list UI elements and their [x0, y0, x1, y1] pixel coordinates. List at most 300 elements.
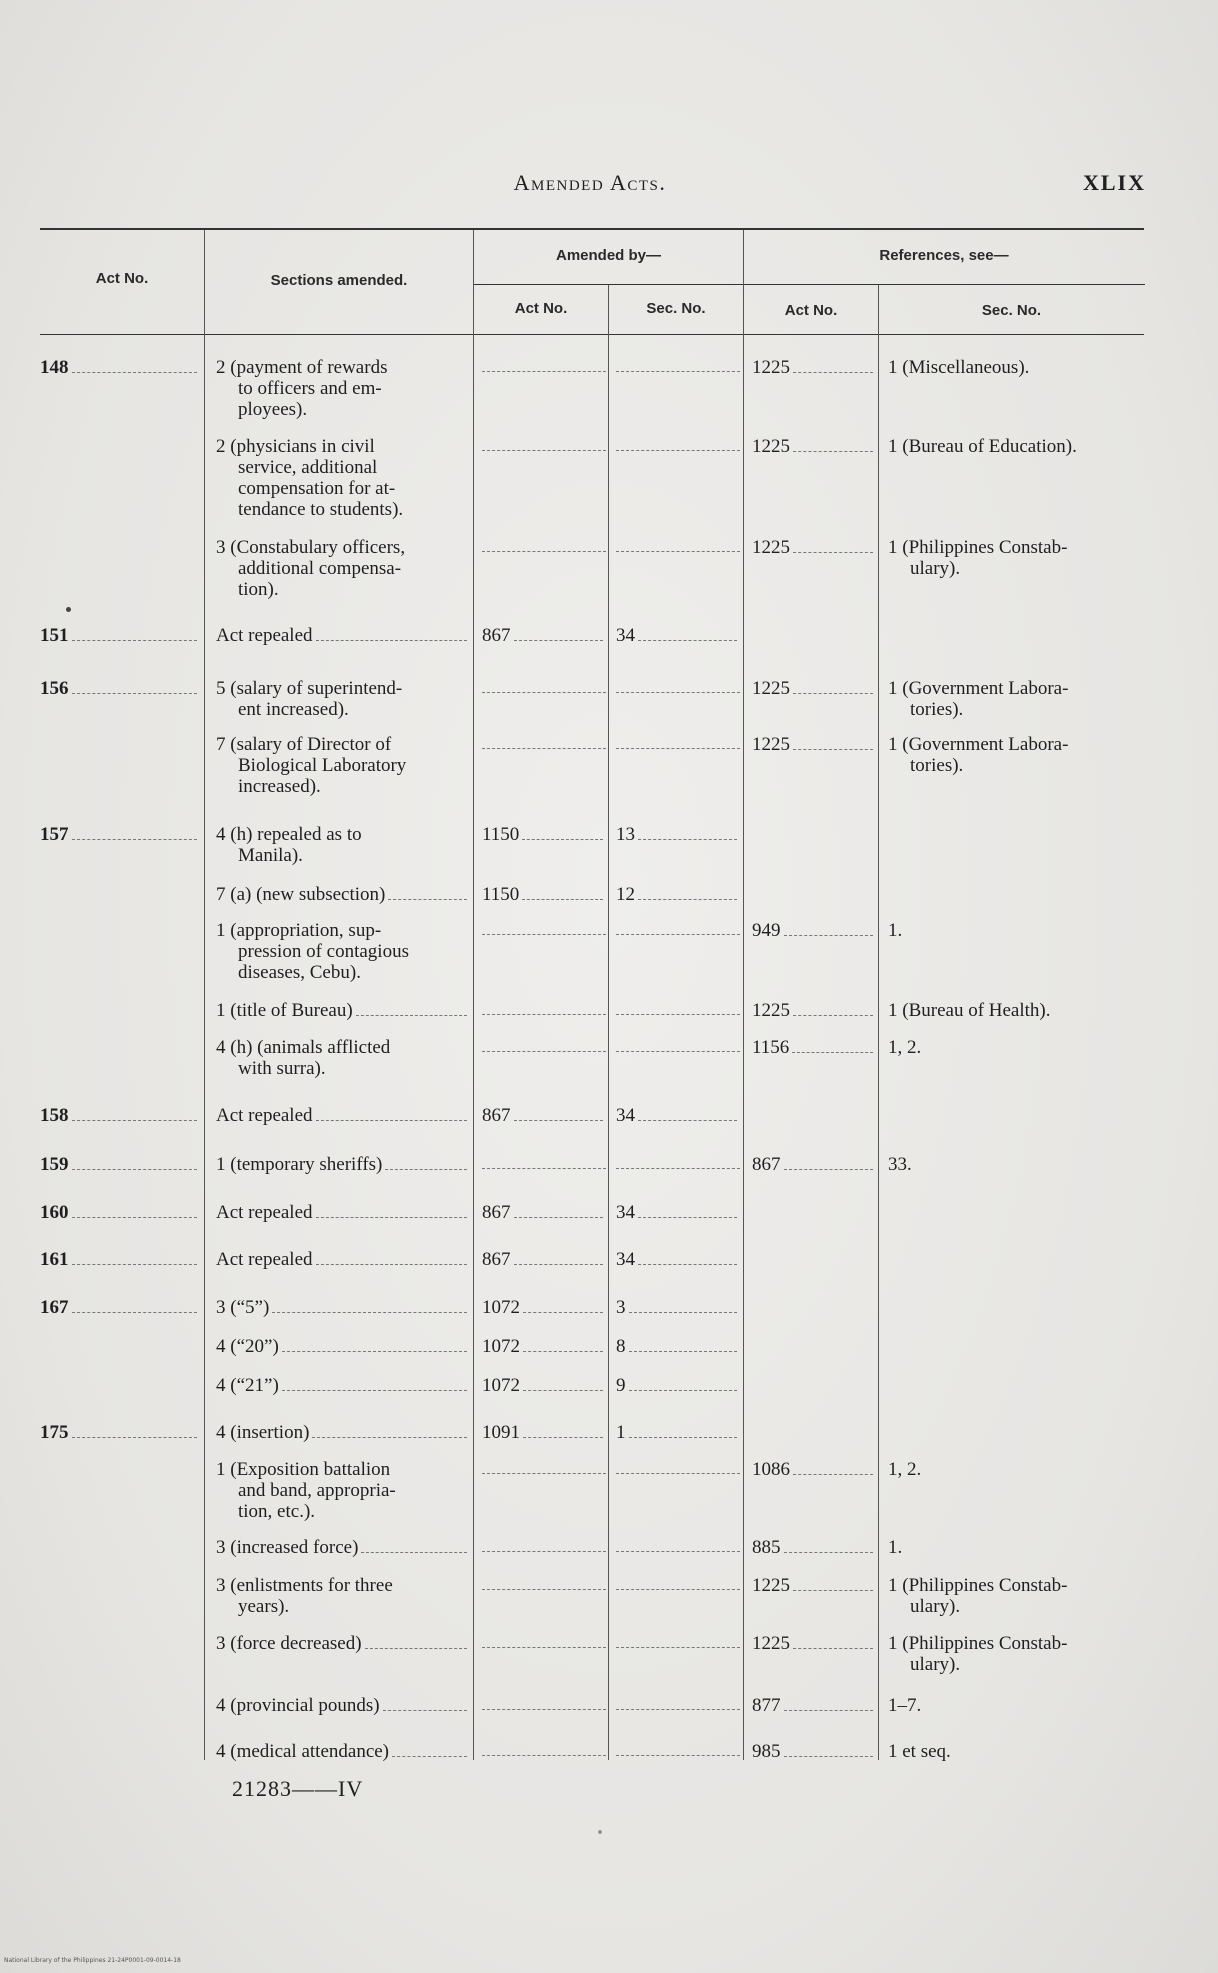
- amended-by-act-text: 1150: [482, 824, 520, 845]
- section-amended-text: 4 (insertion): [216, 1422, 310, 1443]
- leader-dots: [638, 640, 737, 641]
- amended-by-act: [482, 824, 606, 845]
- reference-act-text: 985: [752, 1741, 781, 1762]
- leader-dots: [629, 1351, 738, 1352]
- reference-act-text: 1156: [752, 1037, 790, 1058]
- amended-by-sec-blank: [616, 1000, 740, 1015]
- section-amended-line: pression of contagious: [238, 941, 409, 962]
- section-amended: [216, 884, 470, 905]
- header-amended-act-no: Act No.: [514, 300, 568, 317]
- leader-dots: [793, 1015, 873, 1016]
- leader-dots: [793, 552, 873, 553]
- leader-dots: [523, 1437, 603, 1438]
- section-amended-text: Act repealed: [216, 1105, 313, 1126]
- amended-by-act: [482, 1336, 606, 1357]
- header-bottom-rule: [40, 334, 1144, 335]
- act-number: [40, 357, 200, 378]
- amended-by-act: [482, 1297, 606, 1318]
- reference-act: [752, 1741, 876, 1762]
- leader-dots: [523, 1312, 603, 1313]
- act-number-text: 161: [40, 1249, 69, 1270]
- reference-act: [752, 1695, 876, 1716]
- act-number: [40, 1422, 200, 1443]
- reference-sec: [888, 1695, 1150, 1716]
- reference-act: [752, 1037, 876, 1058]
- leader-dots: [356, 1015, 467, 1016]
- section-amended: [216, 1459, 470, 1522]
- header-references-sec-no: Sec. No.: [981, 302, 1042, 319]
- act-number-text: 151: [40, 625, 69, 646]
- reference-sec-line: 1 (Miscellaneous).: [888, 357, 1030, 378]
- reference-sec: [888, 1633, 1150, 1675]
- act-number-text: 159: [40, 1154, 69, 1175]
- leader-dots: [784, 1756, 874, 1757]
- section-amended: [216, 1633, 470, 1654]
- reference-sec: [888, 678, 1150, 720]
- reference-act-text: 867: [752, 1154, 781, 1175]
- section-amended-line: tion).: [238, 579, 279, 600]
- reference-sec-line: 33.: [888, 1154, 912, 1175]
- amended-by-act-blank: [482, 1633, 606, 1648]
- amended-by-act-blank: [482, 1741, 606, 1756]
- reference-act-text: 877: [752, 1695, 781, 1716]
- amended-by-sec: [616, 1422, 740, 1443]
- amended-by-sec-blank: [616, 1459, 740, 1474]
- reference-act-text: 1225: [752, 357, 790, 378]
- amended-by-act: [482, 1202, 606, 1223]
- section-amended-line: 1 (appropriation, sup-: [216, 920, 382, 941]
- act-number: [40, 1249, 200, 1270]
- amended-by-sec-blank: [616, 920, 740, 935]
- act-number: [40, 678, 200, 699]
- leader-dots: [793, 451, 873, 452]
- amended-by-act-blank: [482, 1154, 606, 1169]
- act-number: [40, 1105, 200, 1126]
- amended-by-act-text: 1091: [482, 1422, 520, 1443]
- amended-by-act-blank: [482, 1575, 606, 1590]
- section-amended-line: tion, etc.).: [238, 1501, 316, 1522]
- section-amended-line: 3 (enlistments for three: [216, 1575, 393, 1596]
- leader-dots: [312, 1437, 467, 1438]
- leader-dots: [793, 749, 873, 750]
- section-amended-line: 4 (h) (animals afflicted: [216, 1037, 391, 1058]
- leader-dots: [784, 935, 874, 936]
- leader-dots: [316, 640, 467, 641]
- section-amended: [216, 1249, 470, 1270]
- section-amended-line: 7 (salary of Director of: [216, 734, 392, 755]
- amended-by-sec-blank: [616, 1695, 740, 1710]
- act-number-text: 156: [40, 678, 69, 699]
- reference-sec: [888, 1459, 1150, 1480]
- section-amended: [216, 678, 470, 720]
- leader-dots: [514, 640, 604, 641]
- section-amended-line: 2 (payment of rewards: [216, 357, 388, 378]
- section-amended: [216, 1336, 470, 1357]
- header-references: References, see—: [879, 247, 1009, 264]
- amended-by-sec: [616, 1202, 740, 1223]
- reference-sec-line: 1 (Philippines Constab-: [888, 1575, 1068, 1596]
- amended-by-act-blank: [482, 1537, 606, 1552]
- amended-by-act-blank: [482, 1459, 606, 1474]
- amended-by-act-blank: [482, 734, 606, 749]
- reference-act-text: 1225: [752, 436, 790, 457]
- amended-by-sec-blank: [616, 678, 740, 693]
- section-amended-line: 1 (Exposition battalion: [216, 1459, 391, 1480]
- leader-dots: [361, 1552, 467, 1553]
- section-amended-line: to officers and em-: [238, 378, 382, 399]
- amended-by-act-blank: [482, 678, 606, 693]
- amended-by-act-text: 867: [482, 625, 511, 646]
- reference-sec-line: 1.: [888, 920, 903, 941]
- reference-sec-line: ulary).: [910, 1596, 961, 1617]
- section-amended: [216, 1037, 470, 1079]
- section-amended-text: 4 (provincial pounds): [216, 1695, 380, 1716]
- section-amended-text: 3 (force decreased): [216, 1633, 362, 1654]
- reference-act: [752, 1000, 876, 1021]
- section-amended: [216, 1575, 470, 1617]
- amended-by-act-text: 1072: [482, 1336, 520, 1357]
- section-amended-line: service, additional: [238, 457, 378, 478]
- leader-dots: [522, 899, 603, 900]
- reference-sec-line: tories).: [910, 755, 964, 776]
- reference-sec: [888, 1537, 1150, 1558]
- section-amended-line: ent increased).: [238, 699, 349, 720]
- section-amended-text: 4 (medical attendance): [216, 1741, 390, 1762]
- reference-sec-line: 1 (Bureau of Education).: [888, 436, 1077, 457]
- act-number: [40, 1297, 200, 1318]
- reference-sec: [888, 1000, 1150, 1021]
- leader-dots: [629, 1437, 738, 1438]
- act-number: [40, 824, 200, 845]
- reference-act: [752, 537, 876, 558]
- reference-act: [752, 920, 876, 941]
- section-amended: [216, 357, 470, 420]
- section-amended-line: with surra).: [238, 1058, 326, 1079]
- leader-dots: [72, 1120, 198, 1121]
- reference-act: [752, 1575, 876, 1596]
- ink-speck: [598, 1830, 602, 1834]
- act-number-text: 175: [40, 1422, 69, 1443]
- leader-dots: [72, 1169, 198, 1170]
- amended-by-act-blank: [482, 537, 606, 552]
- section-amended-text: 4 (“20”): [216, 1336, 279, 1357]
- leader-dots: [784, 1710, 874, 1711]
- table-top-rule: [40, 228, 1144, 230]
- leader-dots: [514, 1217, 604, 1218]
- section-amended-text: 1 (title of Bureau): [216, 1000, 353, 1021]
- section-amended: [216, 1741, 470, 1762]
- amended-by-sec-text: 8: [616, 1336, 626, 1357]
- amended-by-sec-text: 12: [616, 884, 635, 905]
- act-number: [40, 1154, 200, 1175]
- section-amended-text: 3 (increased force): [216, 1537, 359, 1558]
- amended-by-sec: [616, 625, 740, 646]
- leader-dots: [638, 1217, 737, 1218]
- amended-by-act-blank: [482, 357, 606, 372]
- leader-dots: [784, 1552, 874, 1553]
- leader-dots: [72, 839, 198, 840]
- leader-dots: [72, 1217, 198, 1218]
- amended-by-sec: [616, 824, 740, 845]
- section-amended-line: 3 (Constabulary officers,: [216, 537, 406, 558]
- act-number-text: 160: [40, 1202, 69, 1223]
- amended-by-sec-text: 1: [616, 1422, 626, 1443]
- running-head: [0, 170, 1218, 200]
- section-amended-line: diseases, Cebu).: [238, 962, 361, 983]
- leader-dots: [72, 1312, 198, 1313]
- amended-by-act-text: 867: [482, 1202, 511, 1223]
- reference-sec-line: 1–7.: [888, 1695, 922, 1716]
- col-divider-2: [473, 230, 474, 1760]
- reference-act-text: 949: [752, 920, 781, 941]
- section-amended: [216, 537, 470, 600]
- leader-dots: [638, 1120, 737, 1121]
- section-amended-line: ployees).: [238, 399, 308, 420]
- reference-sec: [888, 920, 1150, 941]
- section-amended: [216, 1297, 470, 1318]
- amended-by-sec: [616, 1297, 740, 1318]
- leader-dots: [365, 1648, 467, 1649]
- reference-act-text: 1225: [752, 1633, 790, 1654]
- reference-sec: [888, 734, 1150, 776]
- act-number-text: 158: [40, 1105, 69, 1126]
- amended-by-act-text: 1072: [482, 1375, 520, 1396]
- header-sections-amended: Sections amended.: [270, 272, 408, 289]
- reference-sec: [888, 1154, 1150, 1175]
- leader-dots: [793, 372, 873, 373]
- amended-by-sec-blank: [616, 1633, 740, 1648]
- amended-by-sec-blank: [616, 1575, 740, 1590]
- reference-sec: [888, 537, 1150, 579]
- reference-sec: [888, 1741, 1150, 1762]
- leader-dots: [638, 899, 737, 900]
- header-amended-sec-no: Sec. No.: [646, 300, 706, 317]
- leader-dots: [793, 1474, 873, 1475]
- amended-by-sec-blank: [616, 1741, 740, 1756]
- page-number: XLIX: [1082, 170, 1146, 195]
- header-amended-by: Amended by—: [555, 247, 661, 264]
- leader-dots: [392, 1756, 467, 1757]
- amended-by-sec-blank: [616, 1154, 740, 1169]
- section-amended-text: 1 (temporary sheriffs): [216, 1154, 383, 1175]
- leader-dots: [523, 1390, 603, 1391]
- amended-by-act: [482, 1249, 606, 1270]
- leader-dots: [316, 1120, 467, 1121]
- reference-sec-line: tories).: [910, 699, 964, 720]
- section-amended-text: 4 (“21”): [216, 1375, 279, 1396]
- amended-by-act-blank: [482, 1037, 606, 1052]
- leader-dots: [72, 1437, 198, 1438]
- reference-act-text: 1225: [752, 1000, 790, 1021]
- leader-dots: [522, 839, 603, 840]
- reference-sec-line: 1 (Bureau of Health).: [888, 1000, 1051, 1021]
- header-act-no: Act No.: [95, 270, 149, 287]
- amended-by-act-blank: [482, 1000, 606, 1015]
- reference-sec-line: ulary).: [910, 1654, 961, 1675]
- leader-dots: [383, 1710, 467, 1711]
- reference-act-text: 1086: [752, 1459, 790, 1480]
- leader-dots: [514, 1264, 604, 1265]
- amended-by-sec: [616, 1336, 740, 1357]
- reference-sec-line: 1 (Government Labora-: [888, 734, 1069, 755]
- leader-dots: [793, 1648, 873, 1649]
- section-amended-text: 7 (a) (new subsection): [216, 884, 386, 905]
- leader-dots: [272, 1312, 467, 1313]
- leader-dots: [282, 1351, 467, 1352]
- reference-sec-line: 1, 2.: [888, 1459, 922, 1480]
- amended-by-sec-text: 34: [616, 1202, 635, 1223]
- leader-dots: [72, 640, 198, 641]
- section-amended-line: 5 (salary of superintend-: [216, 678, 403, 699]
- amended-by-sec-text: 34: [616, 625, 635, 646]
- section-amended: [216, 436, 470, 520]
- leader-dots: [316, 1264, 467, 1265]
- leader-dots: [792, 1052, 873, 1053]
- act-number: [40, 1202, 200, 1223]
- reference-act-text: 1225: [752, 678, 790, 699]
- section-amended: [216, 734, 470, 797]
- section-amended: [216, 1202, 470, 1223]
- leader-dots: [629, 1390, 738, 1391]
- header-rule-amended: [473, 284, 1145, 285]
- section-amended-text: 3 (“5”): [216, 1297, 270, 1318]
- amended-by-sec-text: 34: [616, 1249, 635, 1270]
- leader-dots: [514, 1120, 604, 1121]
- reference-sec: [888, 1037, 1150, 1058]
- amended-by-act: [482, 1105, 606, 1126]
- section-amended-line: compensation for at-: [238, 478, 396, 499]
- section-amended-line: Biological Laboratory: [238, 755, 407, 776]
- leader-dots: [385, 1169, 467, 1170]
- amended-by-sec-blank: [616, 537, 740, 552]
- reference-sec-line: 1.: [888, 1537, 903, 1558]
- amended-by-act-text: 1150: [482, 884, 520, 905]
- reference-act-text: 1225: [752, 1575, 790, 1596]
- act-number-text: 167: [40, 1297, 69, 1318]
- reference-act-text: 1225: [752, 734, 790, 755]
- section-amended-text: Act repealed: [216, 1249, 313, 1270]
- amended-by-act-text: 867: [482, 1105, 511, 1126]
- reference-act: [752, 357, 876, 378]
- leader-dots: [638, 839, 737, 840]
- section-amended-text: Act repealed: [216, 625, 313, 646]
- amended-by-sec-text: 3: [616, 1297, 626, 1318]
- amended-by-act: [482, 1375, 606, 1396]
- amended-by-sec: [616, 1105, 740, 1126]
- reference-sec-line: 1 (Philippines Constab-: [888, 537, 1068, 558]
- amended-by-sec-blank: [616, 436, 740, 451]
- leader-dots: [523, 1351, 603, 1352]
- section-amended-line: 4 (h) repealed as to: [216, 824, 362, 845]
- reference-act: [752, 1154, 876, 1175]
- section-amended-line: Manila).: [238, 845, 303, 866]
- reference-act: [752, 734, 876, 755]
- reference-act: [752, 1633, 876, 1654]
- leader-dots: [793, 693, 873, 694]
- amended-by-sec-text: 9: [616, 1375, 626, 1396]
- amended-by-act-blank: [482, 436, 606, 451]
- printer-signature: 21283——IV: [232, 1776, 364, 1801]
- section-amended: [216, 1695, 470, 1716]
- amended-by-act: [482, 1422, 606, 1443]
- amended-by-sec-blank: [616, 734, 740, 749]
- leader-dots: [72, 1264, 198, 1265]
- amended-by-act-text: 1072: [482, 1297, 520, 1318]
- reference-act-text: 1225: [752, 537, 790, 558]
- section-amended-text: Act repealed: [216, 1202, 313, 1223]
- section-amended-line: additional compensa-: [238, 558, 402, 579]
- leader-dots: [638, 1264, 737, 1265]
- running-title: Amended Acts.: [513, 170, 667, 195]
- leader-dots: [784, 1169, 874, 1170]
- section-amended: [216, 920, 470, 983]
- amended-by-sec-blank: [616, 1537, 740, 1552]
- reference-act: [752, 1459, 876, 1480]
- reference-sec: [888, 436, 1150, 457]
- col-divider-3: [608, 285, 609, 1760]
- amended-by-sec-text: 13: [616, 824, 635, 845]
- section-amended: [216, 1375, 470, 1396]
- scan-imprint: National Library of the Philippines 21-24P0001-09-0014-18: [4, 1957, 181, 1964]
- reference-sec-line: 1 (Philippines Constab-: [888, 1633, 1068, 1654]
- section-amended-line: 2 (physicians in civil: [216, 436, 375, 457]
- reference-sec-line: ulary).: [910, 558, 961, 579]
- section-amended: [216, 1154, 470, 1175]
- amended-by-act: [482, 884, 606, 905]
- section-amended-line: and band, appropria-: [238, 1480, 396, 1501]
- amended-by-act-blank: [482, 1695, 606, 1710]
- section-amended: [216, 1422, 470, 1443]
- reference-sec: [888, 1575, 1150, 1617]
- amended-by-sec-text: 34: [616, 1105, 635, 1126]
- section-amended-line: increased).: [238, 776, 321, 797]
- reference-sec: [888, 357, 1150, 378]
- section-amended: [216, 1105, 470, 1126]
- amended-by-act-blank: [482, 920, 606, 935]
- reference-sec-line: 1 et seq.: [888, 1741, 951, 1762]
- reference-sec-line: 1, 2.: [888, 1037, 922, 1058]
- col-divider-1: [204, 230, 205, 1760]
- reference-act: [752, 678, 876, 699]
- amended-by-sec: [616, 884, 740, 905]
- section-amended: [216, 824, 470, 866]
- act-number-text: 157: [40, 824, 69, 845]
- section-amended: [216, 1537, 470, 1558]
- leader-dots: [793, 1590, 873, 1591]
- amended-by-sec: [616, 1249, 740, 1270]
- leader-dots: [388, 899, 467, 900]
- section-amended-line: years).: [238, 1596, 290, 1617]
- amended-by-sec: [616, 1375, 740, 1396]
- section-amended: [216, 1000, 470, 1021]
- leader-dots: [316, 1217, 467, 1218]
- act-number: [40, 625, 200, 646]
- amended-by-act-text: 867: [482, 1249, 511, 1270]
- leader-dots: [72, 372, 198, 373]
- col-divider-5: [878, 285, 879, 1760]
- act-number-text: 148: [40, 357, 69, 378]
- amended-by-act: [482, 625, 606, 646]
- section-amended-line: tendance to students).: [238, 499, 404, 520]
- amended-by-sec-blank: [616, 1037, 740, 1052]
- leader-dots: [629, 1312, 738, 1313]
- reference-act: [752, 436, 876, 457]
- ink-speck: [66, 607, 71, 612]
- leader-dots: [282, 1390, 467, 1391]
- amended-by-sec-blank: [616, 357, 740, 372]
- reference-sec-line: 1 (Government Labora-: [888, 678, 1069, 699]
- header-references-act-no: Act No.: [784, 302, 838, 319]
